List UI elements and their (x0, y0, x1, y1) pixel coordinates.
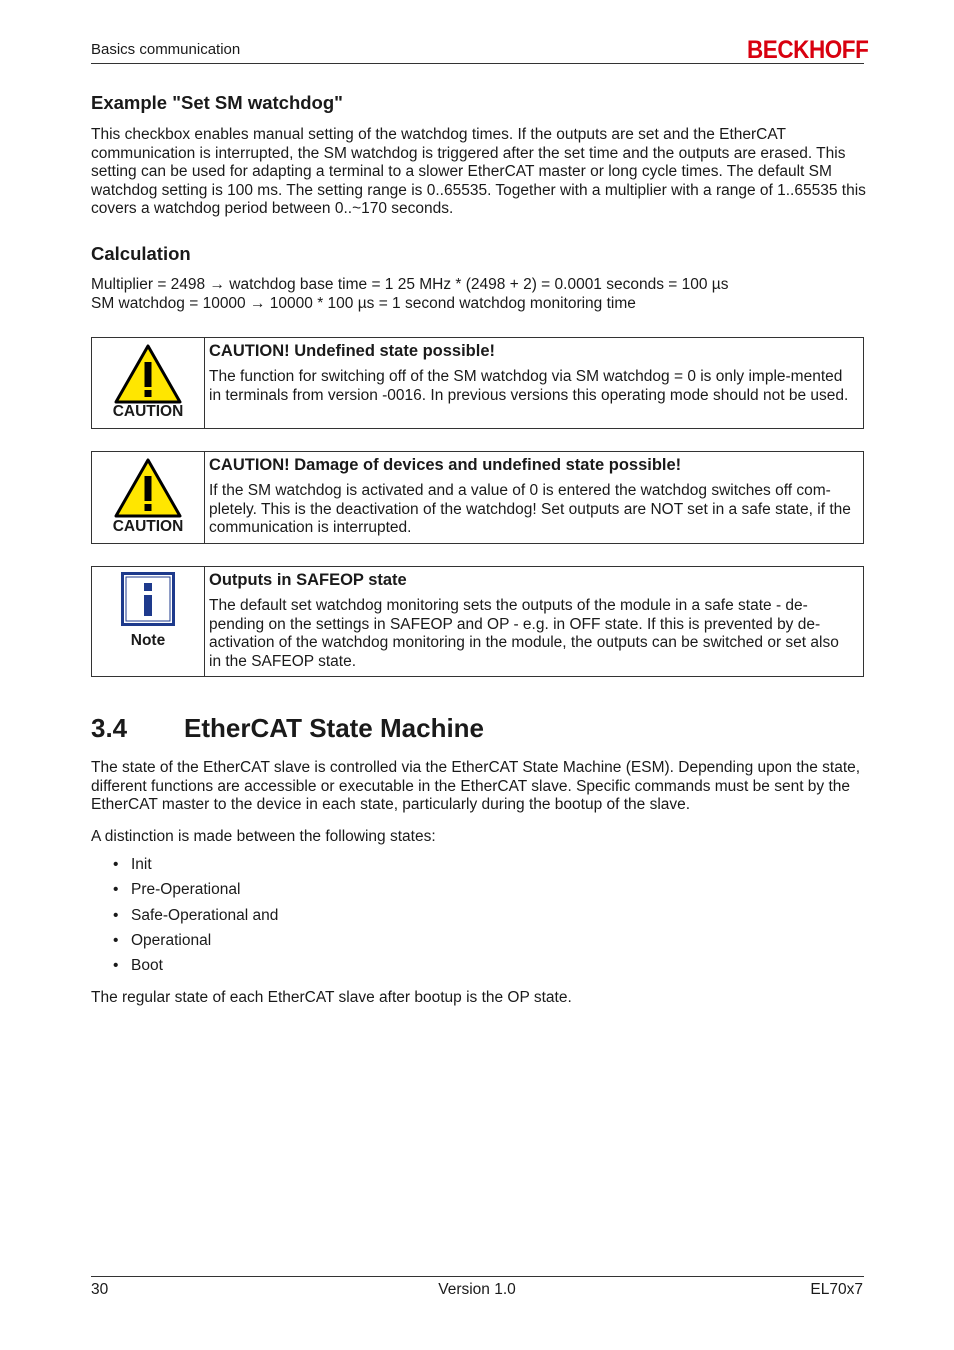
section-intro: The state of the EtherCAT slave is controlled via the EtherCAT State Machine (ESM). Depending upon the state, different functions are accessible or executable in the EtherCAT slave. Specific commands must be sent by the EtherCAT master to the device in each state, particularly during the bootup of the slave. (91, 759, 861, 813)
notice-text: If the SM watchdog is activated and a value of 0 is entered the watchdog switches off com-pletely. This is the deactivation of the watchdog! Set outputs are NOT set in a safe state, if the communication is interrupted. (209, 482, 851, 536)
example-heading: Example "Set SM watchdog" (91, 92, 343, 113)
notice-title: CAUTION! Damage of devices and undefined state possible! (209, 456, 682, 474)
caution-notice-undefined-state (91, 337, 864, 429)
example-paragraph: This checkbox enables manual setting of the watchdog times. If the outputs are set and the EtherCAT communication is interrupted, the SM watchdog is triggered after the set time and the outputs are erased. This setting can be used for adapting a terminal to a slower EtherCAT master or long cycle times. The default SM watchdog setting is 100 ms. The setting range is 0..65535. Together with a multiplier with a range of 1..65535 this covers a watchdog period between 0..~170 seconds. (91, 126, 866, 217)
states-list (113, 856, 278, 982)
calculation-line-2: SM watchdog = 10000 → 10000 * 100 µs = 1 second watchdog monitoring time (91, 295, 636, 312)
warning-triangle-icon (114, 344, 182, 404)
notice-text: The function for switching off of the SM watchdog via SM watchdog = 0 is only imple-mented in terminals from version -0016. In previous versions this operating mode should not be used. (209, 368, 849, 404)
list-item: • Boot (113, 957, 163, 975)
warning-triangle-icon (114, 458, 182, 518)
calculation-line-1: Multiplier = 2498 → watchdog base time = 1 25 MHz * (2498 + 2) = 0.0001 seconds = 100 µs (91, 276, 729, 293)
caution-label: CAUTION (112, 518, 184, 535)
header-rule (91, 63, 864, 64)
closing-paragraph: The regular state of each EtherCAT slave after bootup is the OP state. (91, 989, 572, 1006)
list-item: • Safe-Operational and (113, 906, 279, 924)
notice-title: CAUTION! Undefined state possible! (209, 342, 496, 360)
list-item: • Operational (113, 931, 212, 949)
note-label: Note (130, 632, 166, 649)
section-title: EtherCAT State Machine (184, 713, 485, 743)
notice-text: The default set watchdog monitoring sets the outputs of the module in a safe state - de-pending on the settings in SAFEOP and OP - e.g. in OFF state. If this is prevented by de-activation of the watchdog monitoring in the module, the outputs can be switched or set also in the SAFEOP state. (209, 597, 839, 670)
running-header: Basics communication (91, 41, 241, 58)
caution-notice-damage (91, 451, 864, 544)
states-intro: A distinction is made between the following states: (91, 828, 436, 845)
list-item: • Init (113, 856, 152, 873)
page-number: 30 (91, 1281, 109, 1298)
info-icon (121, 572, 175, 626)
footer-rule (91, 1276, 864, 1277)
section-number: 3.4 (91, 713, 128, 743)
notice-title: Outputs in SAFEOP state (209, 571, 407, 589)
caution-label: CAUTION (112, 403, 184, 420)
note-outputs-safeop (91, 566, 864, 677)
calculation-heading: Calculation (91, 243, 191, 264)
product-name: EL70x7 (810, 1281, 863, 1298)
beckhoff-logo: BECKHOFF (747, 36, 869, 64)
version-label: Version 1.0 (438, 1281, 516, 1298)
list-item: • Pre-Operational (113, 881, 241, 899)
